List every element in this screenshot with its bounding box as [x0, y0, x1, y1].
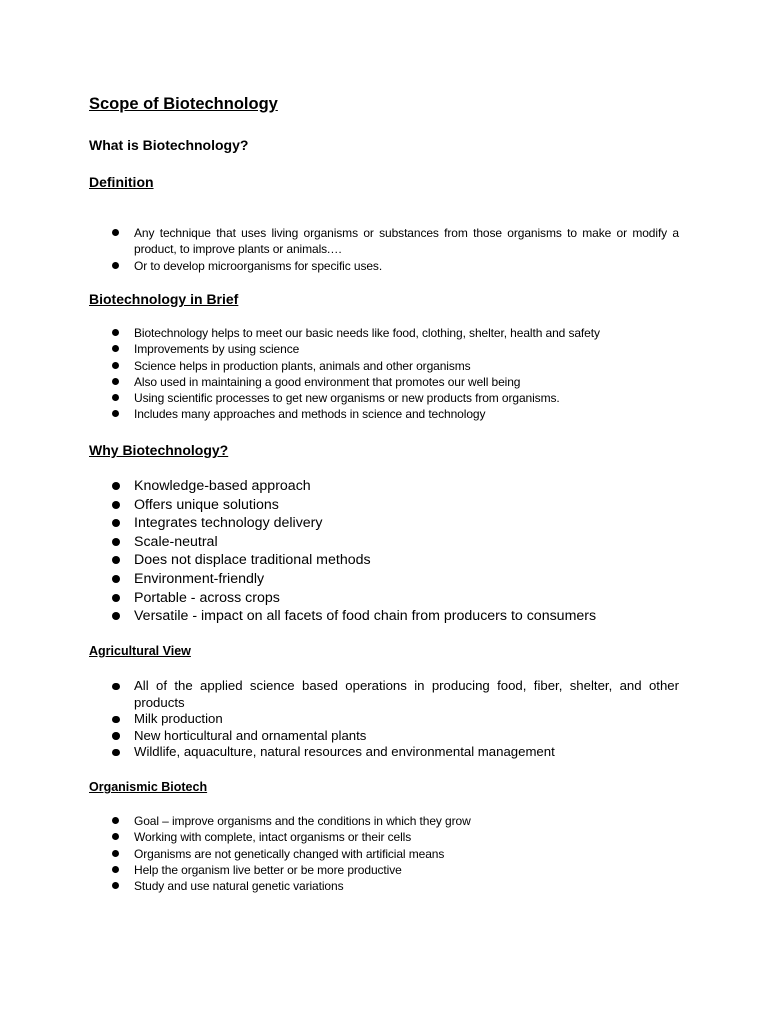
- list-item: Help the organism live better or be more productive: [0, 862, 679, 878]
- list-item: Milk production: [0, 711, 679, 728]
- list-item: Does not displace traditional methods: [0, 551, 679, 570]
- list-item: Science helps in production plants, animals and other organisms: [0, 358, 679, 374]
- list-item: Offers unique solutions: [0, 496, 679, 515]
- list-item: Goal – improve organisms and the conditions in which they grow: [0, 813, 679, 829]
- what-is-heading: What is Biotechnology?: [89, 137, 249, 153]
- list-item: Scale-neutral: [0, 533, 679, 552]
- why-list: [0, 477, 768, 626]
- document-title: Scope of Biotechnology: [89, 95, 278, 113]
- list-item: Study and use natural genetic variations: [0, 878, 679, 894]
- list-item: Biotechnology helps to meet our basic needs like food, clothing, shelter, health and safety: [0, 325, 679, 341]
- list-item: Environment-friendly: [0, 570, 679, 589]
- agricultural-list: [0, 678, 768, 761]
- list-item: Working with complete, intact organisms or their cells: [0, 829, 679, 845]
- organismic-list: [0, 813, 768, 894]
- list-item: Includes many approaches and methods in science and technology: [0, 406, 679, 422]
- list-item: Organisms are not genetically changed with artificial means: [0, 846, 679, 862]
- list-item: Integrates technology delivery: [0, 514, 679, 533]
- list-item: Also used in maintaining a good environment that promotes our well being: [0, 374, 679, 390]
- list-item: Using scientific processes to get new organisms or new products from organisms.: [0, 390, 679, 406]
- list-item: Improvements by using science: [0, 341, 679, 357]
- list-item: Or to develop microorganisms for specific uses.: [0, 258, 679, 274]
- why-heading: Why Biotechnology?: [89, 442, 229, 458]
- definition-list: [0, 225, 768, 274]
- list-item: Any technique that uses living organisms or substances from those organisms to make or modify a product, to improve plants or animals.…: [0, 225, 679, 258]
- organismic-heading: Organismic Biotech: [89, 780, 208, 794]
- list-item: All of the applied science based operations in producing food, fiber, shelter, and other products: [0, 678, 679, 711]
- list-item: New horticultural and ornamental plants: [0, 728, 679, 745]
- brief-heading: Biotechnology in Brief: [89, 291, 239, 307]
- agricultural-heading: Agricultural View: [89, 644, 191, 658]
- list-item: Wildlife, aquaculture, natural resources and environmental management: [0, 744, 679, 761]
- list-item: Portable - across crops: [0, 589, 679, 608]
- list-item: Versatile - impact on all facets of food chain from producers to consumers: [0, 607, 679, 626]
- brief-list: [0, 325, 768, 423]
- list-item: Knowledge-based approach: [0, 477, 679, 496]
- definition-heading: Definition: [89, 174, 154, 190]
